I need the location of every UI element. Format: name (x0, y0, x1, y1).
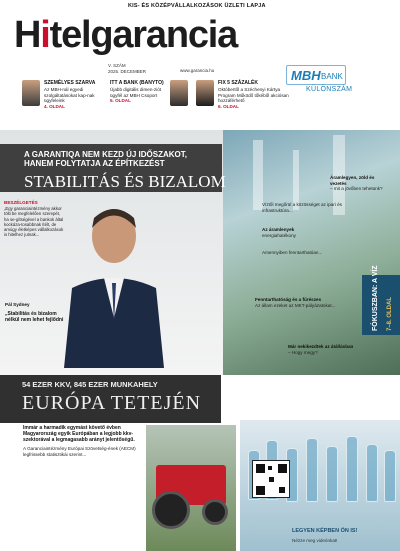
teaser-page: 4. OLDAL (44, 103, 65, 109)
issue-number: V. SZÁM (108, 63, 126, 68)
snippet-head: Már nekikezdtek az átállásban (288, 344, 354, 349)
europe-article (23, 425, 147, 457)
hero-quote (5, 302, 65, 323)
teaser-strip (0, 78, 292, 124)
avatar (170, 80, 188, 106)
qr-code[interactable] (252, 460, 290, 498)
quote-author: Pál Sydney (5, 302, 30, 307)
hero-byline: BESZÉLGETÉS (4, 200, 38, 205)
europe-title: EURÓPA TETEJÉN (22, 392, 202, 414)
teaser-1[interactable] (22, 78, 104, 124)
snippet-head: Az áramlenyek (262, 227, 295, 232)
snippet-head: Áramlegyen, zöld és vezetés (330, 175, 375, 186)
tractor-wheel (152, 491, 190, 529)
europe-body: A Garanciaintézmény Európai Szövetség-ének (AECM) legfrissebb statisztikái szerint... (23, 446, 136, 457)
logo-accent: i (40, 14, 50, 56)
teaser-page: 6. OLDAL (218, 103, 239, 109)
logo-pre: H (14, 14, 41, 56)
teaser-body: Újabb digitális dimen-ziót ügyfél az MBH Csoport (110, 87, 162, 98)
teaser-page: 5. OLDAL (110, 98, 131, 104)
hero-headline (24, 150, 187, 168)
snippet-body: Víztől megőrül a közösséget az ipari és infrastruktúra... (262, 202, 342, 213)
snippet-body: – mit a jövőben tehetünk? (330, 186, 383, 192)
snippet-body: – Hogy megy? (288, 349, 318, 355)
snippet-3 (262, 227, 344, 238)
europe-intro: Immár a harmadik egymást követő évben Magyarország egyik Európában a legjobb kkv-szektorával a legmagasabb arányt jelentőségű. (23, 425, 135, 443)
teaser-head: ITT A BANK (BANYTO) (110, 80, 164, 86)
teaser-2[interactable] (110, 78, 190, 124)
avatar (196, 80, 214, 106)
focus-page: 7–8. OLDAL (387, 296, 393, 331)
focus-side-tab[interactable] (362, 265, 400, 335)
snippet-5 (255, 297, 343, 308)
teaser-body: Az MBH-nál egyedi szolgáltatásokat kap-nak ügyfeleink (44, 87, 95, 104)
website-link[interactable]: www.garancia.hu (180, 68, 215, 73)
sponsor-logo (286, 65, 346, 85)
hero-body: „Egy garanciaintézmény akkor tölti be megfelelően szerepét, ha se-gítségével a bankok által kockáza-tosabbnak ítélt, de amúgy életképes vállalkozások is hitelhez jutnak... (4, 206, 64, 238)
logo-post: telgarancia (49, 14, 238, 56)
quote-text: „Stabilitás és bizalom nélkül nem lehet fejlődni (5, 311, 64, 323)
europe-kicker: 54 EZER KKV, 845 EZER MUNKAHELY (22, 380, 158, 389)
avatar (22, 80, 40, 106)
sponsor-mark: MBH (291, 68, 321, 83)
teaser-head: FIX 5 SZÁZALÉK (218, 80, 259, 86)
snippet-body: Az állam ezeket az MKT-pályázatokat... (255, 302, 336, 308)
focus-label: FÓKUSZBAN: A VÍZ (372, 265, 379, 331)
teaser-body: Októbertől a Széchenyi Kártya Program Működő tőkéből akciósan hozzáférhető (218, 87, 289, 104)
snippet-4 (262, 250, 344, 256)
snippet-body: energiahatékony (262, 232, 296, 238)
issue-date: 2025. DECEMBER (108, 68, 147, 74)
kicker-line: KIS- ÉS KÖZÉPVÁLLALKOZÁSOK ÜZLETI LAPJA (128, 3, 266, 9)
snippet-1 (330, 175, 388, 192)
tractor-wheel (202, 499, 228, 525)
tractor-photo (146, 425, 236, 551)
hero-headline-line-2: HANEM FOLYTATJA AZ ÉPÍTKEZÉST (24, 159, 165, 168)
snippet-body: Amennyiben fenntarthatóan... (262, 250, 323, 255)
qr-sub: Nézze meg videónkat! (292, 538, 338, 543)
issue-info (108, 63, 146, 74)
snippet-2 (262, 202, 344, 213)
qr-label: LEGYEN KÉPBEN ÖN IS! (292, 528, 358, 534)
hero-article (4, 200, 66, 238)
snippet-6 (288, 344, 360, 355)
hero-headline-line-1: A GARANTIQA NEM KEZD ÚJ IDŐSZAKOT, (24, 150, 187, 159)
teaser-head: SZEMÉLYES SZARVA (44, 80, 96, 86)
special-edition-label: KÜLÖNSZÁM (306, 86, 353, 93)
publication-logo (14, 14, 237, 57)
teaser-3[interactable] (196, 78, 292, 124)
sponsor-name: BANK (321, 72, 343, 81)
snippet-head: Fenntarthatóság és a fűrészes (255, 297, 322, 302)
hero-title: STABILITÁS ÉS BIZALOM (24, 172, 226, 191)
